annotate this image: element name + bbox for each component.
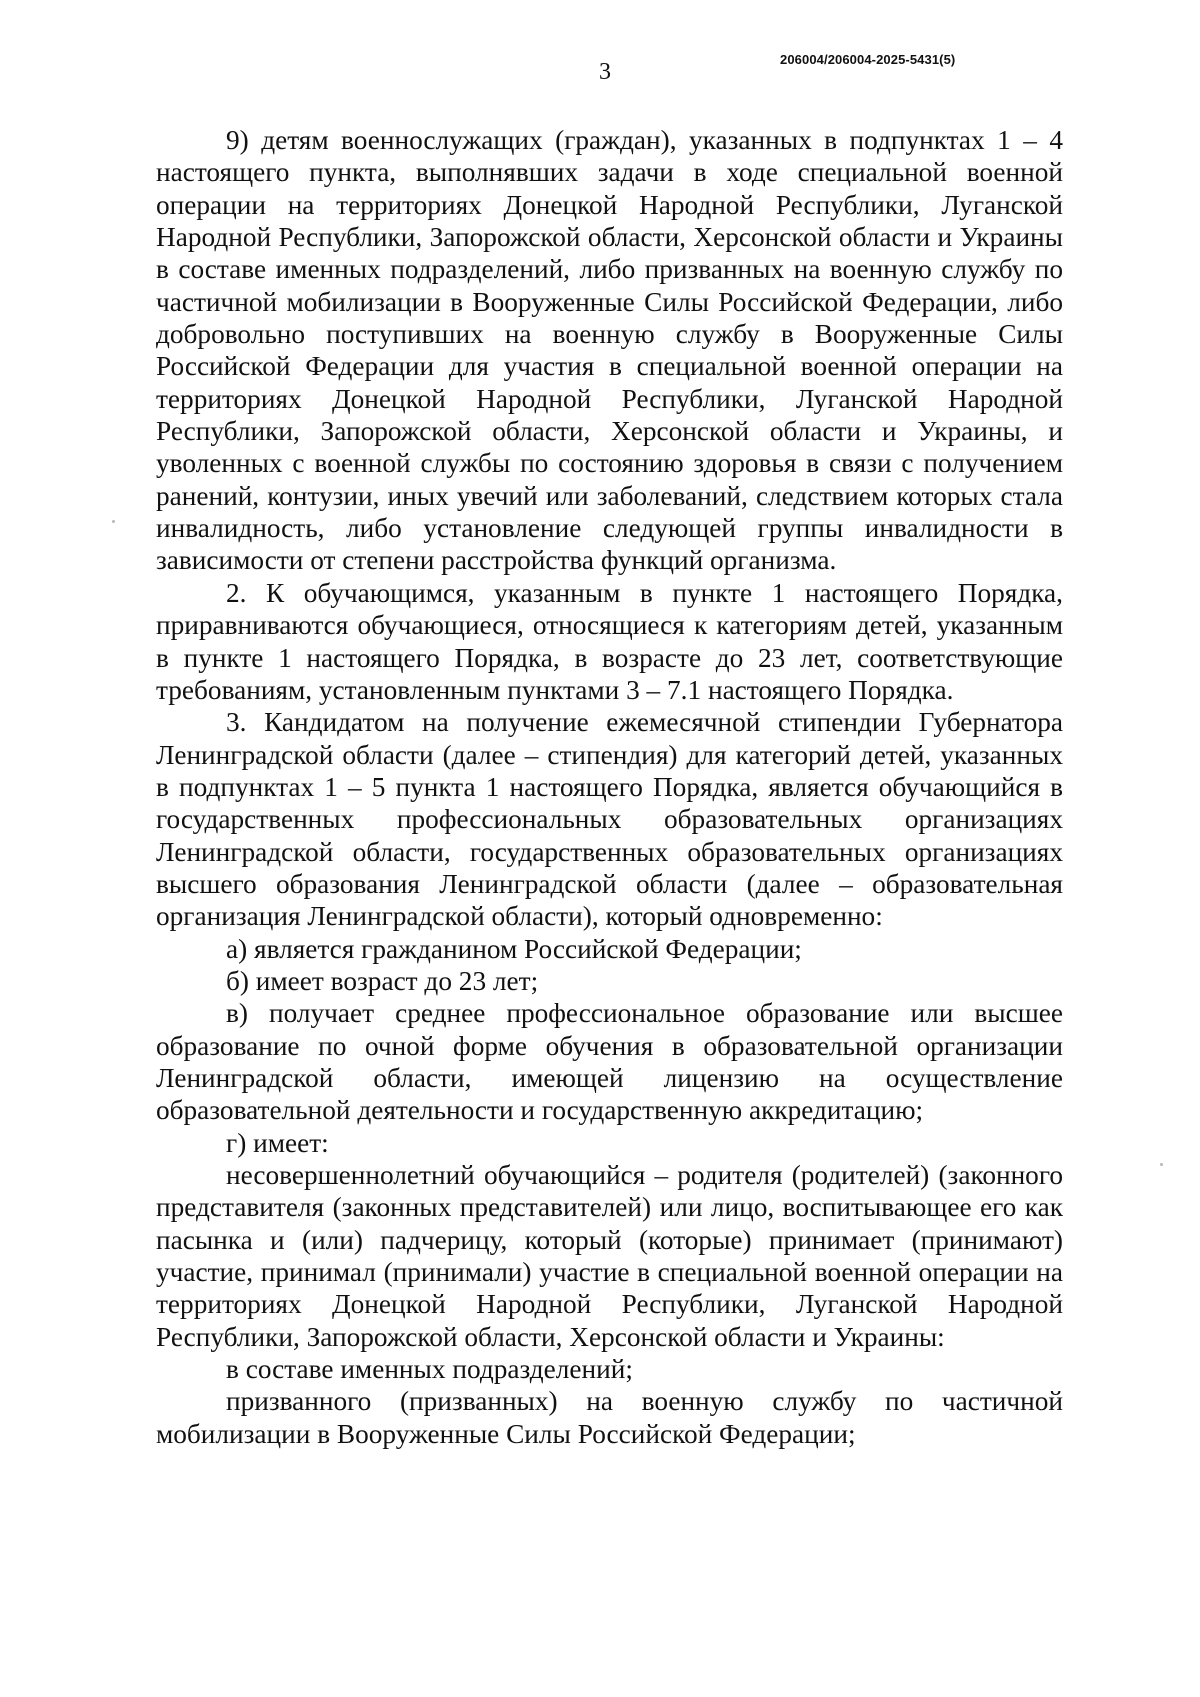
paragraph-subitem-g: г) имеет: bbox=[226, 1127, 329, 1158]
scan-speck bbox=[112, 520, 115, 523]
paragraph-subitem-b: б) имеет возраст до 23 лет; bbox=[226, 965, 539, 996]
paragraph-mobilized: призванного (призванных) на военную службу по частичной мобилизации в Вооруженные Силы Российской Федерации; bbox=[156, 1386, 1063, 1449]
paragraph-subitem-a: а) является гражданином Российской Федерации; bbox=[226, 933, 802, 964]
paragraph-subitem-v: в) получает среднее профессиональное образование или высшее образование по очной форме обучения в образовательной организации Ленинградской области, имеющей лицензию на осуществление образовательной деятельности и государственную аккредитацию; bbox=[156, 998, 1063, 1126]
page-number: 3 bbox=[599, 59, 611, 85]
paragraph-minor-student: несовершеннолетний обучающийся – родителя (родителей) (законного представителя (законных представителей) или лицо, воспитывающее его как пасынка и (или) падчерицу, который (которые) принимает (принимают) участие, принимал (принимали) участие в специальной военной операции на территориях Донецкой Народной Республики, Луганской Народной Республики, Запорожской области, Херсонской области и Украины: bbox=[156, 1160, 1063, 1352]
scan-speck bbox=[1160, 1163, 1163, 1166]
paragraph-named-units: в составе именных подразделений; bbox=[226, 1354, 633, 1385]
paragraph-clause-2: 2. К обучающимся, указанным в пункте 1 настоящего Порядка, приравниваются обучающиеся, относящиеся к категориям детей, указанным в пункте 1 настоящего Порядка, в возрасте до 23 лет, соответствующие требованиям, установленным пунктами 3 – 7.1 настоящего Порядка. bbox=[156, 577, 1063, 705]
paragraph-item-9: 9) детям военнослужащих (граждан), указанных в подпунктах 1 – 4 настоящего пункта, выполнявших задачи в ходе специальной военной операции на территориях Донецкой Народной Республики, Луганской Народной Республики, Запорожской области, Херсонской области и Украины в составе именных подразделений, либо призванных на военную службу по частичной мобилизации в Вооруженные Силы Российской Федерации, либо добровольно поступивших на военную службу в Вооруженные Силы Российской Федерации для участия в специальной военной операции на территориях Донецкой Народной Республики, Луганской Народной Республики, Запорожской области, Херсонской области и Украины, и уволенных с военной службы по состоянию здоровья в связи с получением ранений, контузии, иных увечий или заболеваний, следствием которых стала инвалидность, либо установление следующей группы инвалидности в зависимости от степени расстройства функций организма. bbox=[156, 125, 1063, 576]
paragraph-clause-3: 3. Кандидатом на получение ежемесячной стипендии Губернатора Ленинградской области (далее – стипендия) для категорий детей, указанных в подпунктах 1 – 5 пункта 1 настоящего Порядка, является обучающийся в государственных профессиональных образовательных организациях Ленинградской области, государственных образовательных организациях высшего образования Ленинградской области (далее – образовательная организация Ленинградской области), который одновременно: bbox=[156, 707, 1063, 932]
document-body bbox=[156, 124, 1063, 1450]
document-id: 206004/206004-2025-5431(5) bbox=[780, 52, 956, 67]
